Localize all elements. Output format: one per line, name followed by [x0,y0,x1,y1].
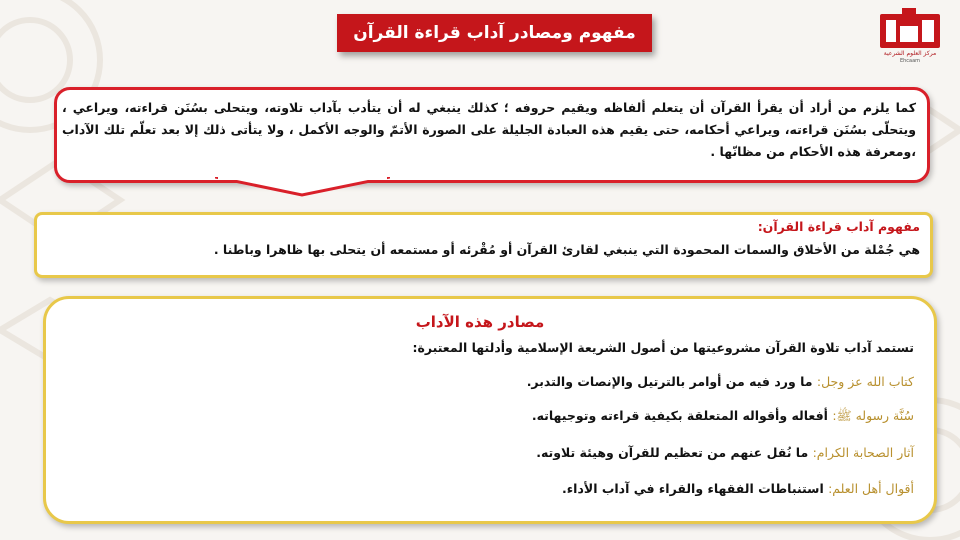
source-label: سُنَّة رسوله ﷺ: [832,408,914,423]
source-text: أفعاله وأقواله المتعلقة بكيفية قراءته وتوجيهاته. [531,408,833,423]
source-text: ما نُقل عنهم من تعظيم للقرآن وهيئة تلاوته. [536,445,813,460]
sources-intro: تستمد آداب تلاوة القرآن مشروعيتها من أصول الشريعة الإسلامية وأدلتها المعتبرة: [412,340,914,355]
source-label: كتاب الله عز وجل: [816,374,914,389]
definition-text: هي جُمْلة من الأخلاق والسمات المحمودة التي ينبغي لقارئ القرآن أو مُقْرئه أو مستمعه أن يتحلى بها ظاهرا وباطنا . [213,242,920,257]
source-item-sunnah [532,408,914,427]
callout-pointer [215,177,390,197]
logo-subtitle: مركز العلوم الشرعية [883,50,937,57]
logo-subtitle-latin: Ehcaam [899,58,921,64]
source-label: أقوال أهل العلم: [828,481,914,496]
page-title-text: مفهوم ومصادر آداب قراءة القرآن [353,23,636,43]
sources-heading: مصادر هذه الآداب [415,313,545,331]
intro-text: كما يلزم من أراد أن يقرأ القرآن أن يتعلم ألفاظه ويقيم حروفه ؛ كذلك ينبغي له أن يتأدب بآداب تلاوته، ويتحلى بسُنَن قراءته، ويراعي ، ويتحلّى بسُنَن قراءته، ويراعي أحكامه، حتى يقيم هذه العبادة الجليلة على الصورة الأتمّ والوجه الأكمل ، ولا يتأتى ذلك إلا بعد تعلّم تلك الآداب ،ومعرفة هذه الأحكام من مظانّها . [62,100,916,159]
source-item-companions [536,445,914,460]
definition-title: مفهوم آداب قراءة القرآن: [757,219,920,234]
source-item-scholars [562,481,914,496]
page-title [337,14,652,52]
source-text: استنباطات الفقهاء والقراء في آداب الأداء. [562,481,829,496]
source-text: ما ورد فيه من أوامر بالترتيل والإنصات والتدبر. [526,374,817,389]
source-item-quran [527,374,914,389]
source-label: آثار الصحابة الكرام: [812,445,914,460]
